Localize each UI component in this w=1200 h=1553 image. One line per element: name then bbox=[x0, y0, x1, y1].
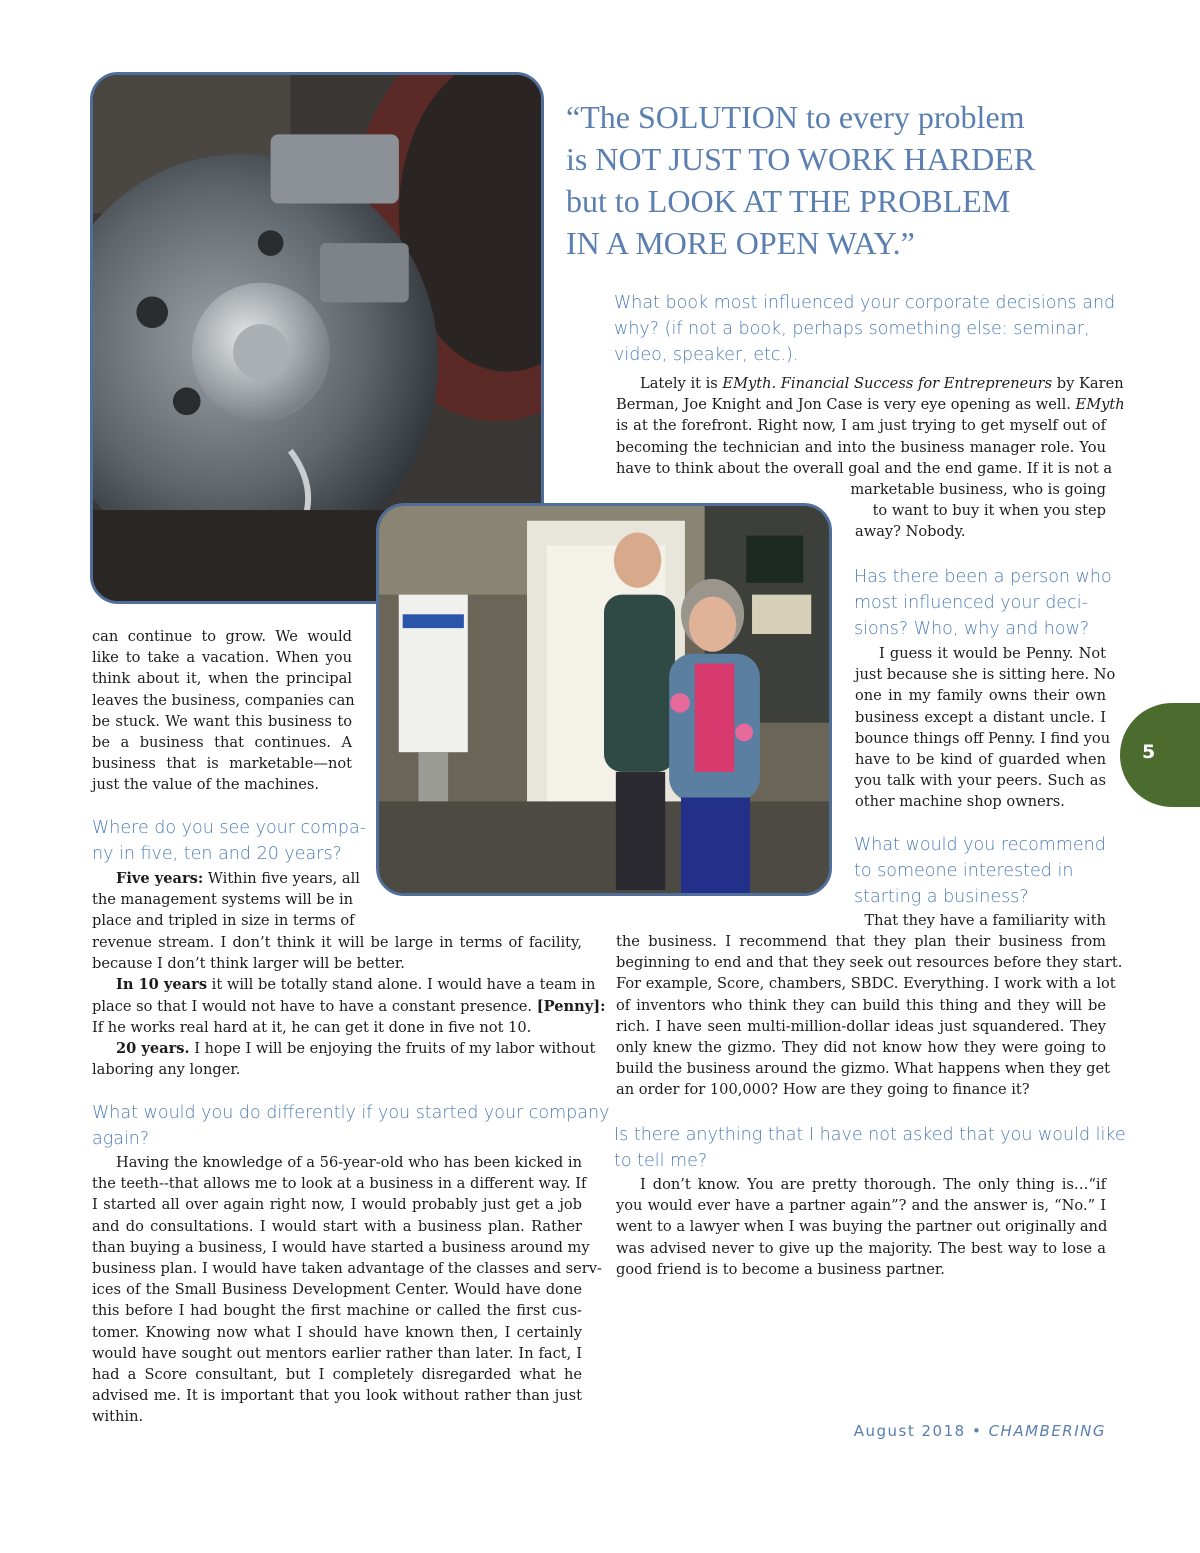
text-run: place so that I would not have to have a constant presence. bbox=[92, 997, 537, 1015]
answer-future-narrow bbox=[92, 868, 372, 932]
answer-line: was advised never to give up the majority. The best way to lose a bbox=[616, 1239, 1106, 1257]
answer-line: That they have a familiarity with bbox=[864, 912, 1106, 929]
answer-line: build the business around the gizmo. What happens when they get bbox=[616, 1060, 1111, 1078]
text-run: Lately it is bbox=[640, 375, 723, 392]
answer-line: only knew the gizmo. They did not know how they were going to bbox=[616, 1039, 1106, 1057]
answer-line: ices of the Small Business Development Center. Would have done bbox=[92, 1281, 582, 1299]
answer-line: this before I had bought the first machine or called the first cus- bbox=[92, 1302, 582, 1320]
answer-line bbox=[92, 974, 596, 995]
answer-line: bounce things off Penny. I find you bbox=[855, 729, 1111, 747]
label-penny: [Penny]: bbox=[536, 997, 606, 1015]
question-person-heading bbox=[854, 564, 1114, 642]
heading-line: Where do you see your compa- bbox=[92, 818, 367, 838]
answer-line: advised me. It is important that you look without rather than just bbox=[92, 1387, 582, 1405]
answer-line: just the value of the machines. bbox=[92, 776, 320, 794]
answer-person bbox=[855, 643, 1116, 813]
answer-line: within. bbox=[92, 1408, 144, 1426]
answer-line: like to take a vacation. When you bbox=[92, 649, 352, 667]
answer-line: the management systems will be in bbox=[92, 891, 354, 909]
answer-line: be a business that continues. A bbox=[92, 734, 352, 752]
answer-line: is at the forefront. Right now, I am just trying to get myself out of bbox=[616, 417, 1106, 435]
answer-line: and do consultations. I would start with a business plan. Rather bbox=[92, 1217, 582, 1235]
answer-line bbox=[92, 996, 606, 1017]
answer-line: you talk with your peers. Such as bbox=[855, 772, 1106, 790]
answer-line: I don’t know. You are pretty thorough. The only thing is…“if bbox=[640, 1176, 1106, 1193]
answer-line: good friend is to become a business partner. bbox=[616, 1260, 945, 1278]
answer-line: the teeth--that allows me to look at a business in a different way. If bbox=[92, 1175, 587, 1193]
left-continuation bbox=[92, 626, 355, 796]
heading-line: starting a business? bbox=[854, 887, 1029, 907]
answer-line bbox=[616, 373, 1124, 394]
heading-line: most influenced your deci- bbox=[854, 593, 1088, 613]
answer-line: an order for 100,000? How are they going to finance it? bbox=[616, 1081, 1030, 1099]
answer-book-wrap bbox=[850, 479, 1106, 543]
answer-recommend bbox=[616, 931, 1123, 1101]
answer-line: one in my family owns their own bbox=[855, 687, 1106, 705]
book-title: EMyth. Financial Success for Entrepreneurs bbox=[722, 375, 1053, 392]
answer-line: business plan. I would have taken advantage of the classes and serv- bbox=[92, 1260, 602, 1278]
pull-quote-line: but to LOOK AT THE PROBLEM bbox=[566, 183, 1011, 219]
text-run: Berman, Joe Knight and Jon Case is very eye opening as well. bbox=[616, 396, 1071, 414]
answer-line: rich. I have seen multi-million-dollar ideas just squandered. They bbox=[616, 1017, 1106, 1035]
pull-quote bbox=[566, 96, 1126, 264]
answer-line: beginning to end and that they seek out resources before they start. bbox=[616, 954, 1123, 972]
answer-line: be stuck. We want this business to bbox=[92, 712, 352, 730]
page-number-tab bbox=[1120, 703, 1200, 807]
question-anything-heading bbox=[614, 1122, 1126, 1174]
page-footer bbox=[854, 1422, 1106, 1440]
question-recommend-heading bbox=[854, 832, 1114, 910]
pull-quote-line: “The SOLUTION to every problem bbox=[566, 99, 1025, 135]
answer-line: tomer. Knowing now what I should have known then, I certainly bbox=[92, 1323, 582, 1341]
label-twenty-years: 20 years. bbox=[116, 1040, 190, 1058]
answer-line: leaves the business, companies can bbox=[92, 691, 355, 709]
answer-line: revenue stream. I don’t think it will be large in terms of facility, bbox=[92, 934, 582, 951]
heading-line: why? (if not a book, perhaps something else: seminar, bbox=[614, 319, 1090, 339]
pull-quote-line: IN A MORE OPEN WAY.” bbox=[566, 225, 915, 261]
heading-line: ny in five, ten and 20 years? bbox=[92, 844, 342, 864]
answer-line: business that is marketable—not bbox=[92, 755, 352, 773]
answer-book bbox=[616, 373, 1125, 479]
text-run: by Karen bbox=[1052, 375, 1124, 392]
answer-line: you would ever have a partner again”? and the answer is, “No.” I bbox=[616, 1197, 1106, 1215]
question-book-heading bbox=[614, 290, 1114, 368]
answer-line: I started all over again right now, I would probably just get a job bbox=[92, 1196, 582, 1214]
answer-line: have to think about the overall goal and the end game. If it is not a bbox=[616, 459, 1113, 477]
answer-line: If he works real hard at it, he can get it done in five not 10. bbox=[92, 1018, 532, 1036]
label-ten-years: In 10 years bbox=[116, 976, 208, 994]
answer-line: went to a lawyer when I was buying the partner out originally and bbox=[616, 1218, 1108, 1236]
answer-differently bbox=[92, 1152, 602, 1428]
label-five-years: Five years: bbox=[116, 870, 204, 887]
heading-line: again? bbox=[92, 1129, 150, 1149]
answer-line: the business. I recommend that they plan their business from bbox=[616, 933, 1106, 950]
answer-line bbox=[616, 394, 1125, 415]
answer-line: would have sought out mentors earlier rather than later. In fact, I bbox=[92, 1344, 582, 1362]
answer-line bbox=[92, 868, 372, 889]
heading-line: What would you do differently if you started your company bbox=[92, 1103, 610, 1123]
answer-line: away? Nobody. bbox=[855, 523, 966, 541]
heading-line: What book most influenced your corporate decisions and bbox=[614, 293, 1116, 313]
text-run: I hope I will be enjoying the fruits of my labor without bbox=[189, 1040, 596, 1058]
answer-line: Having the knowledge of a 56-year-old who has been kicked in bbox=[116, 1154, 582, 1171]
question-future-heading bbox=[92, 815, 372, 867]
heading-line: What would you recommend bbox=[854, 835, 1106, 855]
footer-date: August 2018 • bbox=[853, 1422, 989, 1440]
question-differently-heading bbox=[92, 1100, 610, 1152]
answer-line: can continue to grow. We would bbox=[92, 628, 352, 645]
pull-quote-line: is NOT JUST TO WORK HARDER bbox=[566, 141, 1036, 177]
answer-line: For example, Score, chambers, SBDC. Everything. I work with a lot bbox=[616, 975, 1116, 993]
page-number: 5 bbox=[1142, 741, 1156, 763]
answer-line: place and tripled in size in terms of bbox=[92, 912, 355, 930]
answer-line bbox=[92, 1038, 596, 1059]
footer-magazine: CHAMBERING bbox=[988, 1422, 1106, 1440]
answer-recommend-first bbox=[855, 910, 1106, 931]
answer-line: of inventors who think they can build this thing and they will be bbox=[616, 996, 1106, 1014]
heading-line: sions? Who, why and how? bbox=[854, 619, 1090, 639]
answer-line: had a Score consultant, but I completely disregarded what he bbox=[92, 1366, 582, 1384]
answer-line: becoming the technician and into the business manager role. You bbox=[616, 438, 1106, 456]
answer-line: to want to buy it when you step bbox=[872, 502, 1106, 520]
owners-photo-image bbox=[379, 506, 829, 893]
answer-line: because I don’t think larger will be better. bbox=[92, 955, 405, 973]
heading-line: Has there been a person who bbox=[854, 567, 1112, 587]
text-run: Within five years, all bbox=[203, 870, 360, 887]
owners-photo bbox=[376, 503, 832, 896]
answer-line: business except a distant uncle. I bbox=[855, 708, 1106, 726]
answer-line: marketable business, who is going bbox=[850, 481, 1106, 498]
answer-line: laboring any longer. bbox=[92, 1061, 241, 1079]
answer-line: just because she is sitting here. No bbox=[855, 666, 1116, 684]
answer-future-wide bbox=[92, 932, 606, 1080]
heading-line: video, speaker, etc.). bbox=[614, 345, 799, 365]
text-run: it will be totally stand alone. I would have a team in bbox=[207, 976, 596, 994]
heading-line: to tell me? bbox=[614, 1151, 708, 1171]
answer-line: I guess it would be Penny. Not bbox=[879, 645, 1106, 662]
answer-line: other machine shop owners. bbox=[855, 793, 1065, 811]
answer-anything bbox=[616, 1174, 1106, 1280]
answer-line: think about it, when the principal bbox=[92, 670, 352, 688]
book-title: EMyth bbox=[1075, 396, 1125, 414]
answer-line: have to be kind of guarded when bbox=[855, 751, 1106, 769]
heading-line: Is there anything that I have not asked that you would like bbox=[614, 1125, 1126, 1145]
heading-line: to someone interested in bbox=[854, 861, 1074, 881]
answer-line: than buying a business, I would have started a business around my bbox=[92, 1238, 590, 1256]
